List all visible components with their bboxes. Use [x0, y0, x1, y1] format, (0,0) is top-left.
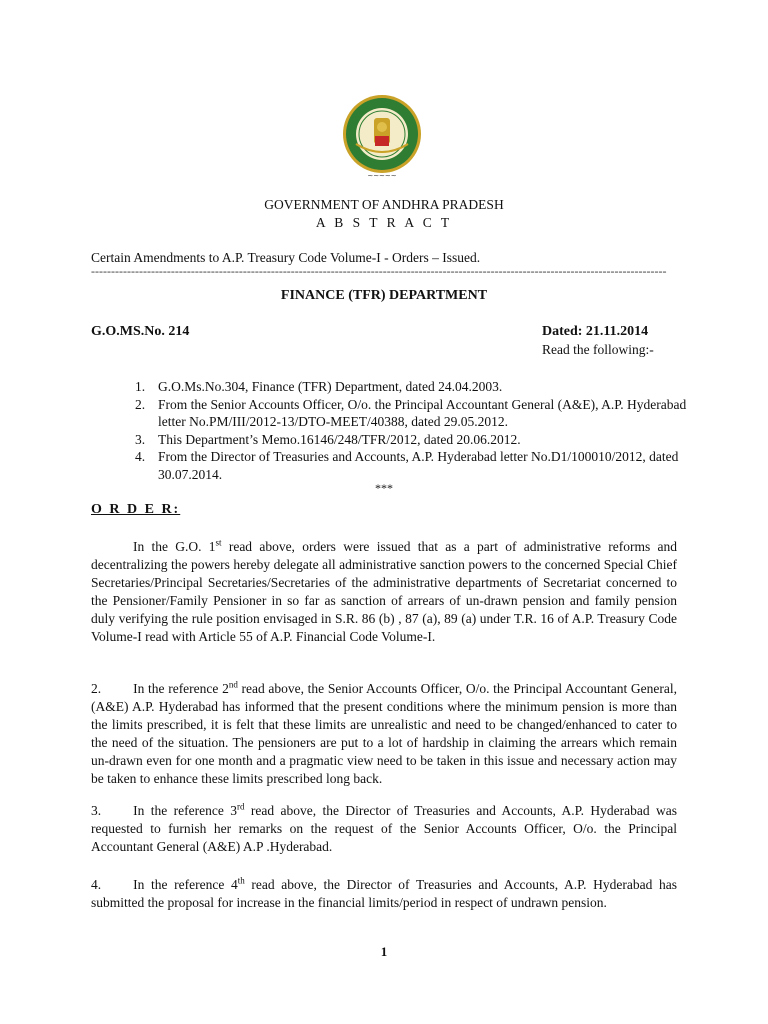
reference-number: 3.: [135, 431, 146, 447]
government-title: GOVERNMENT OF ANDHRA PRADESH: [264, 197, 504, 212]
paragraph-2-sup: nd: [228, 679, 238, 690]
paragraph-3-post: read above, the Director of Treasuries and Accounts, A.P. Hyderabad was requested to furnish her remarks on the request of the Senior Accounts Officer, O/o. the Principal Accountant General (A&E) A.P .Hyderabad.: [91, 803, 677, 854]
paragraph-2-number: 2.: [91, 681, 102, 696]
reference-text: From the Senior Accounts Officer, O/o. the Principal Accountant General (A&E), A.P. Hyderabad letter No.PM/III/2012-13/DTO-MEET/40388, dated 29.05.2012.: [158, 396, 687, 429]
paragraph-1-pre: In the G.O. 1: [133, 539, 216, 554]
reference-number: 1.: [135, 379, 146, 394]
read-following-label: Read the following:-: [542, 342, 654, 357]
subject-line: Certain Amendments to A.P. Treasury Code Volume-I - Orders – Issued.: [91, 250, 481, 265]
reference-number: 2.: [135, 396, 146, 412]
paragraph-4-number: 4.: [91, 877, 102, 892]
reference-text: G.O.Ms.No.304, Finance (TFR) Department, dated 24.04.2003.: [158, 379, 503, 394]
paragraph-1-post: read above, orders were issued that as a part of administrative reforms and decentralizing the powers hereby delegate all administrative sanction powers to the concerned Special Chief Secretaries/Principal Secretaries/Secretaries of the administrative departments of Secretariat concerned to the Pensioner/Family Pensioner in so far as sanction of arrears of un-drawn pension and family pension duly verifying the rule position envisaged in S.R. 86 (b) , 87 (a), 89 (a) under T.R. 16 of A.P. Treasury Code Volume-I read with Article 55 of A.P. Financial Code Volume-I.: [91, 539, 677, 644]
paragraph-4-pre: In the reference 4: [133, 877, 238, 892]
paragraph-4: [91, 876, 677, 912]
page-number: 1: [380, 944, 388, 959]
department-title: FINANCE (TFR) DEPARTMENT: [280, 288, 488, 303]
reference-item: [135, 396, 695, 431]
order-date: Dated: 21.11.2014: [542, 324, 649, 339]
paragraph-4-sup: th: [237, 875, 245, 886]
paragraph-3-pre: In the reference 3: [133, 803, 237, 818]
state-emblem-seal: [340, 92, 424, 184]
paragraph-3: [91, 802, 677, 856]
svg-text:~~~~~: ~~~~~: [367, 172, 397, 180]
paragraph-3-number: 3.: [91, 803, 102, 818]
paragraph-1: [91, 538, 677, 646]
reference-item: [135, 431, 695, 449]
paragraph-2: [91, 680, 677, 788]
paragraph-2-pre: In the reference 2: [133, 681, 229, 696]
paragraph-2-post: read above, the Senior Accounts Officer, O/o. the Principal Accountant General, (A&E) A.P. Hyderabad has informed that the present conditions where the minimum pension is more than the limits prescribed, it is felt that these limits are unrealistic and need to be changed/enhanced to cater to the need of the situation. The pensioners are put to a lot of hardship in claiming the arrears which remain un-drawn even for one month and a pragmatic view need to be taken in this issue and necessary action may be taken to enhance these limits prescribed long back.: [91, 681, 677, 786]
paragraph-4-post: read above, the Director of Treasuries and Accounts, A.P. Hyderabad has submitted the proposal for increase in the financial limits/period in respect of undrawn pension.: [91, 877, 677, 910]
reference-number: 4.: [135, 449, 146, 464]
paragraph-1-sup: st: [215, 537, 222, 548]
reference-text: From the Director of Treasuries and Accounts, A.P. Hyderabad letter No.D1/100010/2012, dated 30.07.2014.: [158, 449, 679, 482]
order-heading: O R D E R:: [91, 502, 181, 517]
abstract-title: A B S T R A C T: [315, 215, 453, 230]
references-list: [135, 378, 695, 483]
separator-line: ------------------------------------------------------------------------------------------------------------------------------------------------: [91, 264, 667, 278]
reference-text: This Department’s Memo.16146/248/TFR/2012, dated 20.06.2012.: [158, 431, 521, 447]
paragraph-3-sup: rd: [237, 801, 245, 812]
section-divider-stars: ***: [375, 481, 393, 495]
reference-item: [135, 378, 695, 396]
reference-item: [135, 448, 695, 483]
order-number: G.O.MS.No. 214: [91, 324, 190, 339]
